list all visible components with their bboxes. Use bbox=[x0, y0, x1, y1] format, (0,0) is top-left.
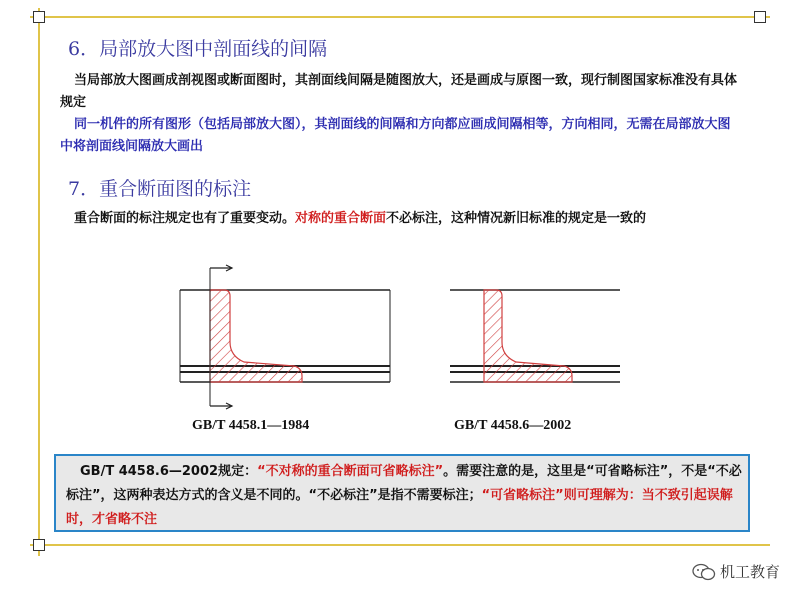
right-section-hatch bbox=[484, 290, 572, 382]
note-box bbox=[54, 454, 750, 532]
wechat-icon bbox=[692, 563, 716, 581]
note-part-2: “不对称的重合断面可省略标注” bbox=[257, 464, 444, 479]
section-6-paragraph-2: 同一机件的所有图形（包括局部放大图），其剖面线的间隔和方向都应画成间隔相等，方向相同，无需在局部放大图中将剖面线间隔放大画出 bbox=[60, 117, 731, 154]
section-6-paragraph-1: 当局部放大图画成剖视图或断面图时，其剖面线间隔是随图放大，还是画成与原图一致，现行制图国家标准没有具体规定 bbox=[60, 73, 738, 110]
note-text bbox=[66, 460, 742, 532]
section-6-heading: 6．局部放大图中剖面线的间隔 bbox=[68, 38, 328, 60]
corner-square-top-right bbox=[754, 11, 766, 23]
frame-line-top bbox=[30, 16, 770, 18]
section-7-heading: 7．重合断面图的标注 bbox=[68, 178, 252, 200]
frame-line-bottom bbox=[30, 544, 770, 546]
left-diagram bbox=[180, 265, 390, 409]
watermark bbox=[692, 561, 780, 582]
right-figure-caption: GB/T 4458.6—2002 bbox=[454, 418, 572, 433]
note-part-3: 。需要注意的是，这里是“可省略标注”，不是“不必标注”，这两种表达方式的含义是不同的。“不必标注”是指不需要标注； bbox=[66, 464, 742, 503]
note-part-1: GB/T 4458.6—2002规定： bbox=[80, 464, 258, 479]
right-diagram bbox=[450, 290, 620, 382]
frame-line-left bbox=[38, 8, 40, 556]
overlap-section-diagrams bbox=[160, 262, 640, 412]
watermark-text: 机工教育 bbox=[719, 563, 780, 581]
note-part-4: “可省略标注” bbox=[481, 488, 564, 503]
corner-square-top-left bbox=[33, 11, 45, 23]
section-7-paragraph bbox=[60, 208, 740, 230]
section-7-text-red: 对称的重合断面 bbox=[295, 211, 387, 226]
left-section-hatch bbox=[210, 290, 302, 382]
corner-square-bottom-left bbox=[33, 539, 45, 551]
section-7-text-b: 不必标注，这种情况新旧标准的规定是一致的 bbox=[386, 211, 647, 226]
section-7-text-a: 重合断面的标注规定也有了重要变动。 bbox=[74, 211, 296, 226]
left-figure-caption: GB/T 4458.1—1984 bbox=[192, 418, 310, 433]
note-part-5: 则可理解为：当不致引起误解时，才省略不注 bbox=[66, 488, 733, 527]
